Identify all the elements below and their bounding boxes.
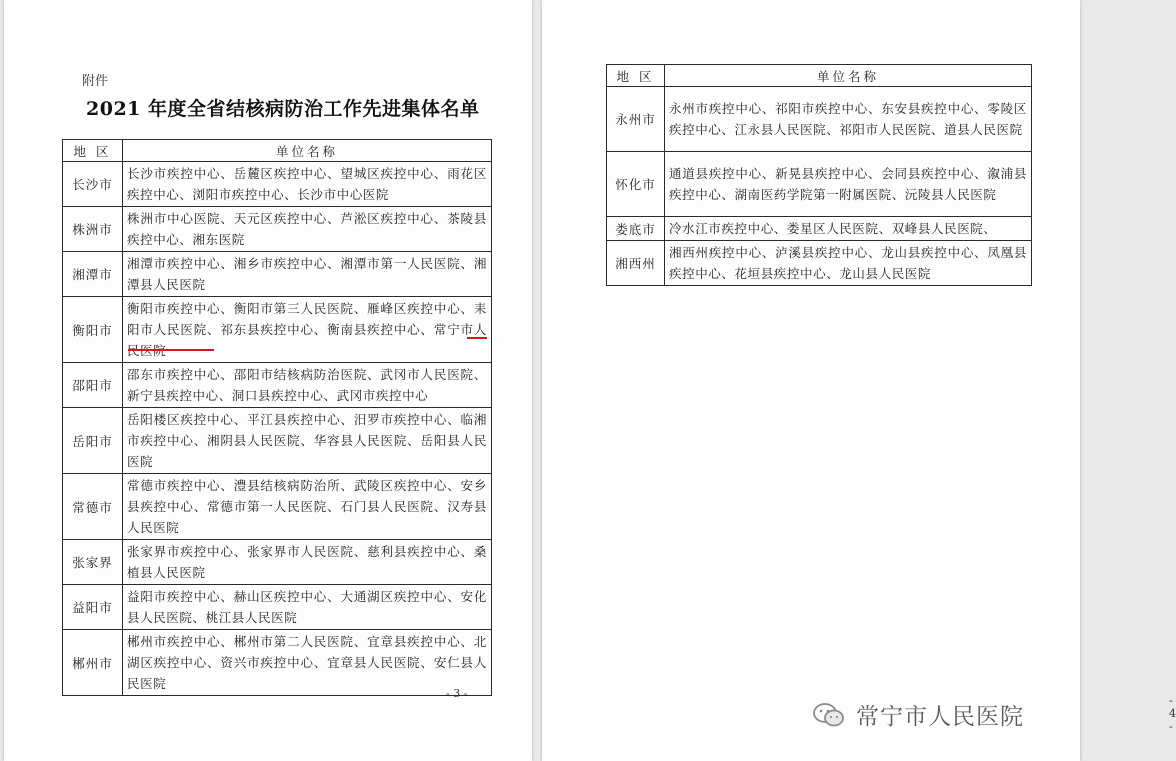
units-header: 单位名称 bbox=[665, 65, 1032, 87]
page-number: - 4 - bbox=[1169, 694, 1176, 733]
region-header: 地 区 bbox=[63, 140, 123, 162]
account-watermark bbox=[812, 698, 1024, 731]
region-header: 地 区 bbox=[607, 65, 665, 87]
units-cell bbox=[123, 207, 492, 252]
page-number: - 3 - bbox=[446, 687, 468, 700]
region-cell: 衡阳市 bbox=[63, 297, 123, 363]
red-underline-mark bbox=[128, 349, 214, 351]
table-row bbox=[63, 474, 492, 540]
units-text: 常德市疾控中心、澧县结核病防治所、武陵区疾控中心、安乡县疾控中心、常德市第一人民医院、石门县人民医院、汉寿县人民医院 bbox=[127, 478, 487, 535]
table-row bbox=[63, 585, 492, 630]
region-cell: 娄底市 bbox=[607, 217, 665, 241]
red-underline-mark bbox=[467, 337, 487, 339]
region-cell: 永州市 bbox=[607, 87, 665, 152]
table-row bbox=[63, 630, 492, 696]
units-text: 长沙市疾控中心、岳麓区疾控中心、望城区疾控中心、雨花区疾控中心、浏阳市疾控中心、长沙市中心医院 bbox=[127, 166, 487, 202]
units-text: 张家界市疾控中心、张家界市人民医院、慈利县疾控中心、桑植县人民医院 bbox=[127, 544, 487, 580]
units-cell bbox=[123, 585, 492, 630]
region-cell: 郴州市 bbox=[63, 630, 123, 696]
units-text: 衡阳市疾控中心、衡阳市第三人民医院、雁峰区疾控中心、耒阳市人民医院、祁东县疾控中心、衡南县疾控中心、 bbox=[127, 301, 487, 337]
region-cell: 益阳市 bbox=[63, 585, 123, 630]
attachment-label: 附件 bbox=[82, 74, 109, 89]
units-text: 株洲市中心医院、天元区疾控中心、芦淞区疾控中心、茶陵县疾控中心、湘东医院 bbox=[127, 211, 487, 247]
table-row bbox=[607, 152, 1032, 217]
units-text: 邵东市疾控中心、邵阳市结核病防治医院、武冈市人民医院、新宁县疾控中心、洞口县疾控中心、武冈市疾控中心 bbox=[127, 367, 487, 403]
units-text: 永州市疾控中心、祁阳市疾控中心、东安县疾控中心、零陵区疾控中心、江永县人民医院、祁阳市人民医院、道县人民医院 bbox=[669, 101, 1027, 137]
table-row bbox=[63, 297, 492, 363]
units-cell bbox=[123, 363, 492, 408]
units-cell bbox=[665, 217, 1032, 241]
table-row bbox=[63, 162, 492, 207]
region-cell: 张家界 bbox=[63, 540, 123, 585]
table-row bbox=[63, 408, 492, 474]
right-units-table bbox=[606, 64, 1032, 286]
units-cell bbox=[123, 630, 492, 696]
units-header: 单位名称 bbox=[123, 140, 492, 162]
units-text: 湘潭市疾控中心、湘乡市疾控中心、湘潭市第一人民医院、湘潭县人民医院 bbox=[127, 256, 487, 292]
region-cell: 怀化市 bbox=[607, 152, 665, 217]
units-cell bbox=[123, 540, 492, 585]
table-row bbox=[607, 241, 1032, 286]
units-text: 益阳市疾控中心、赫山区疾控中心、大通湖区疾控中心、安化县人民医院、桃江县人民医院 bbox=[127, 589, 487, 625]
table-header-row bbox=[63, 140, 492, 162]
document-title: 2021 年度全省结核病防治工作先进集体名单 bbox=[86, 98, 480, 120]
table-row bbox=[607, 87, 1032, 152]
table-row bbox=[607, 217, 1032, 241]
units-cell bbox=[123, 252, 492, 297]
region-cell: 邵阳市 bbox=[63, 363, 123, 408]
table-row bbox=[63, 252, 492, 297]
highlighted-unit: 常宁市人 bbox=[433, 322, 487, 337]
units-text: 湘西州疾控中心、泸溪县疾控中心、龙山县疾控中心、凤凰县疾控中心、花垣县疾控中心、龙山县人民医院 bbox=[669, 245, 1027, 281]
units-cell bbox=[665, 87, 1032, 152]
units-cell bbox=[665, 241, 1032, 286]
units-text: 通道县疾控中心、新晃县疾控中心、会同县疾控中心、溆浦县疾控中心、湖南医药学院第一附属医院、沅陵县人民医院 bbox=[669, 166, 1027, 202]
region-cell: 岳阳市 bbox=[63, 408, 123, 474]
region-cell: 常德市 bbox=[63, 474, 123, 540]
units-cell bbox=[123, 474, 492, 540]
region-cell: 湘西州 bbox=[607, 241, 665, 286]
units-cell bbox=[123, 297, 492, 363]
units-text: 冷水江市疾控中心、娄星区人民医院、双峰县人民医院、 bbox=[669, 221, 997, 236]
left-units-table bbox=[62, 139, 492, 696]
units-text: 郴州市疾控中心、郴州市第二人民医院、宜章县疾控中心、北湖区疾控中心、资兴市疾控中心、宜章县人民医院、安仁县人民医院 bbox=[127, 634, 487, 691]
region-cell: 株洲市 bbox=[63, 207, 123, 252]
wechat-icon bbox=[812, 702, 846, 728]
table-row bbox=[63, 540, 492, 585]
units-cell bbox=[123, 408, 492, 474]
region-cell: 湘潭市 bbox=[63, 252, 123, 297]
watermark-text: 常宁市人民医院 bbox=[856, 704, 1024, 730]
units-text: 岳阳楼区疾控中心、平江县疾控中心、汨罗市疾控中心、临湘市疾控中心、湘阴县人民医院、华容县人民医院、岳阳县人民医院 bbox=[127, 412, 487, 469]
units-cell bbox=[123, 162, 492, 207]
region-cell: 长沙市 bbox=[63, 162, 123, 207]
table-row bbox=[63, 363, 492, 408]
units-cell bbox=[665, 152, 1032, 217]
table-row bbox=[63, 207, 492, 252]
table-header-row bbox=[607, 65, 1032, 87]
